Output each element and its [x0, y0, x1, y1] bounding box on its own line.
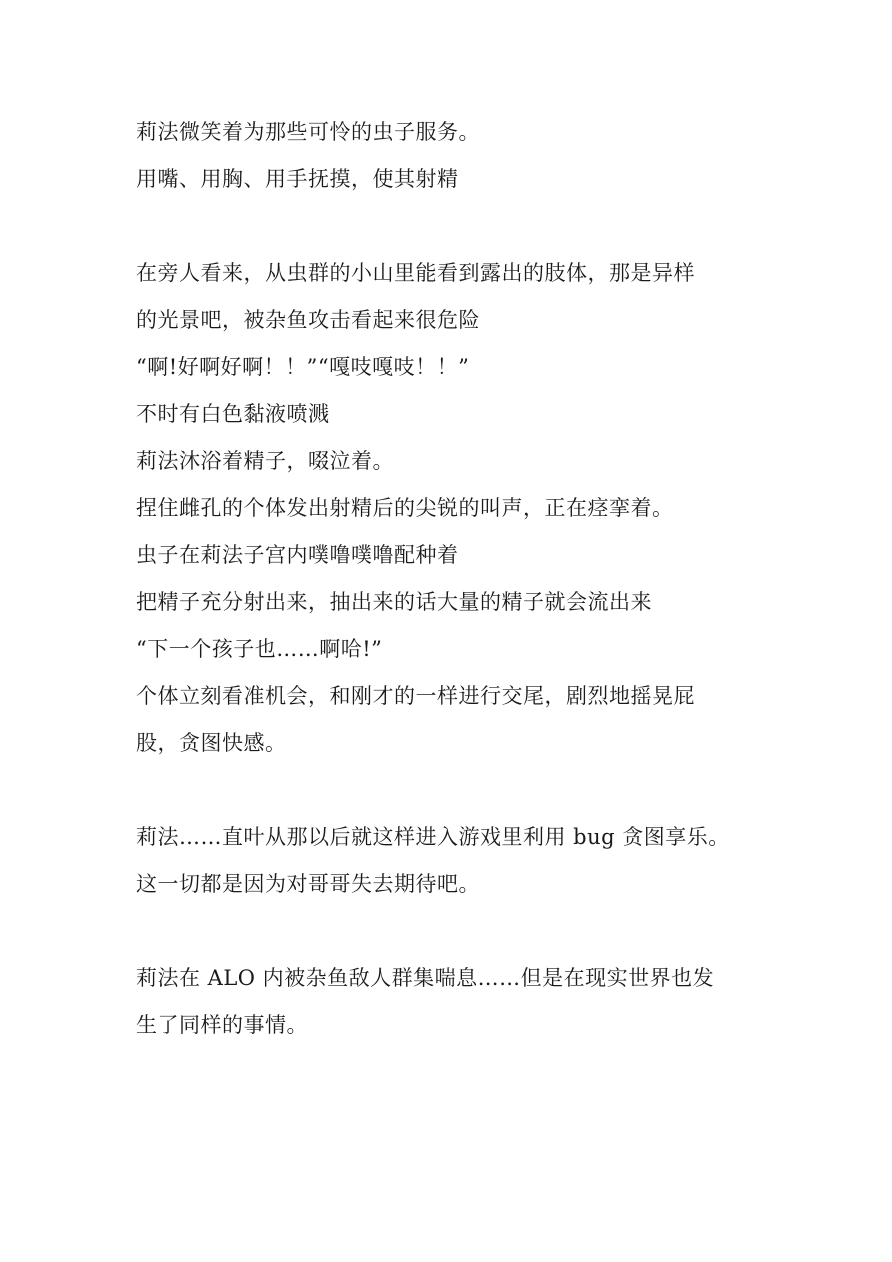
text-line: 股，贪图快感。	[136, 731, 287, 755]
text-line: 生了同样的事情。	[136, 1013, 308, 1037]
text-line: 捏住雌孔的个体发出射精后的尖锐的叫声，正在痉挛着。	[136, 496, 674, 520]
document-body	[136, 109, 796, 1049]
text-line: 不时有白色黏液喷溅	[136, 402, 330, 426]
text-line: 的光景吧，被杂鱼攻击看起来很危险	[136, 308, 480, 332]
text-line: 莉法……直叶从那以后就这样进入游戏里利用 bug 贪图享乐。	[136, 825, 730, 849]
text-line: 莉法沐浴着精子，啜泣着。	[136, 449, 394, 473]
text-line: 在旁人看来，从虫群的小山里能看到露出的肢体，那是异样	[136, 261, 695, 285]
text-line: 虫子在莉法子宫内噗噜噗噜配种着	[136, 543, 459, 567]
text-line: “下一个孩子也……啊哈!”	[136, 637, 383, 661]
text-line: “啊!好啊好啊！！”“嘎吱嘎吱！！”	[136, 355, 470, 379]
paragraph-break	[136, 767, 796, 814]
text-line: 莉法微笑着为那些可怜的虫子服务。	[136, 120, 480, 144]
paragraph-break	[136, 908, 796, 955]
text-line: 用嘴、用胸、用手抚摸，使其射精	[136, 167, 459, 191]
text-line: 个体立刻看准机会，和刚才的一样进行交尾，剧烈地摇晃屁	[136, 684, 695, 708]
paragraph-break	[136, 203, 796, 250]
text-line: 莉法在 ALO 内被杂鱼敌人群集喘息……但是在现实世界也发	[136, 966, 715, 990]
text-line: 这一切都是因为对哥哥失去期待吧。	[136, 872, 480, 896]
text-line: 把精子充分射出来，抽出来的话大量的精子就会流出来	[136, 590, 652, 614]
